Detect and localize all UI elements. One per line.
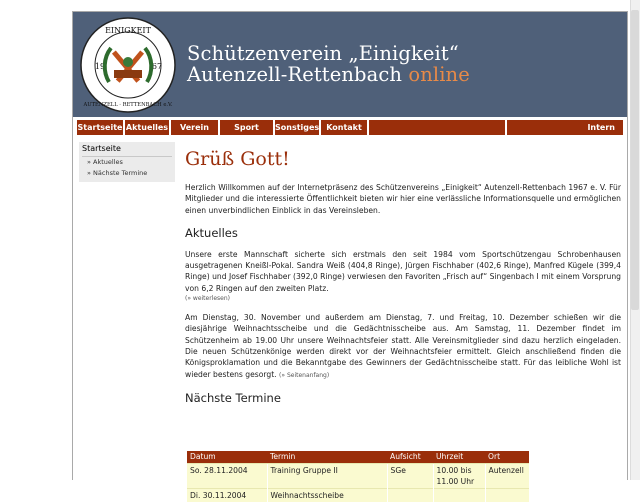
site-title bbox=[187, 43, 470, 85]
site-header bbox=[73, 12, 627, 117]
seitenanfang-link[interactable]: (» Seitenanfang) bbox=[279, 371, 330, 379]
table-row bbox=[187, 463, 529, 488]
sidebar-item-termine[interactable]: » Nächste Termine bbox=[87, 169, 148, 177]
club-logo[interactable] bbox=[79, 16, 177, 114]
news-item-1 bbox=[185, 249, 621, 294]
scrollbar-thumb[interactable] bbox=[631, 10, 639, 310]
news-item-2-text: Am Dienstag, 30. November und außerdem am Dienstag, 7. und Freitag, 10. Dezember schießen wir die diesjährige Weihnachtsscheibe und die Gedächtnisscheibe aus. Am Samstag, 11. Dezember findet im Schützenheim ab 19.00 Uhr unsere Weihnachtsfeier statt. Alle Vereinsmitglieder sind dazu herzlich eingeladen. Die neuen Schützenkönige werden direkt vor der Weihnachtsfeier ermittelt. Gleich anschließend finden die Königsproklamation und die Bekanntgabe des Gewinners der Gedächtnisscheibe statt. Für das leibliche Wohl ist wieder bestens gesorgt. bbox=[185, 313, 621, 379]
news-item-1-text: Unsere erste Mannschaft sicherte sich erstmals den seit 1984 vom Sportschützengau Schrobenhausen ausgetragenen Kneißl-Pokal. Sandra Weiß (404,8 Ringe), Jürgen Fischhaber (402,6 Ringe), Manfred Kügele (399,4 Ringe) und Josef Fischhaber (392,0 Ringe) verwiesen den Favoriten „Frisch auf“ Singenbach I mit einem Vorsprung von 6,2 Ringen auf den zweiten Platz. bbox=[185, 249, 621, 293]
table-header-row bbox=[187, 451, 529, 463]
nav-sonstiges[interactable]: Sonstiges bbox=[275, 120, 319, 135]
cell-ort: Autenzell bbox=[485, 463, 529, 488]
cell-datum: Di. 30.11.2004 bbox=[187, 488, 267, 502]
logo-year-right: 67 bbox=[151, 62, 163, 71]
main-content bbox=[185, 142, 621, 500]
nav-spacer bbox=[369, 120, 505, 135]
logo-top-text: EINIGKEIT bbox=[105, 26, 151, 35]
nav-startseite[interactable]: Startseite bbox=[77, 120, 123, 135]
sidebar bbox=[79, 142, 175, 182]
col-uhrzeit: Uhrzeit bbox=[433, 451, 485, 463]
nav-verein[interactable]: Verein bbox=[171, 120, 218, 135]
nav-intern-label[interactable]: Intern bbox=[587, 123, 615, 132]
sidebar-divider bbox=[82, 156, 172, 157]
col-datum: Datum bbox=[187, 451, 267, 463]
site-title-line2: Autenzell-Rettenbach bbox=[187, 63, 403, 86]
nav-sport[interactable]: Sport bbox=[220, 120, 273, 135]
aktuelles-heading: Aktuelles bbox=[185, 225, 238, 240]
main-nav bbox=[73, 118, 627, 135]
termine-heading: Nächste Termine bbox=[185, 390, 281, 405]
cell-termin: Training Gruppe II bbox=[267, 463, 387, 488]
sidebar-item-aktuelles[interactable]: » Aktuelles bbox=[87, 158, 123, 166]
page-title: Grüß Gott! bbox=[185, 148, 290, 170]
scrollbar[interactable] bbox=[630, 0, 640, 480]
col-termin: Termin bbox=[267, 451, 387, 463]
weiterlesen-link[interactable]: (» weiterlesen) bbox=[185, 295, 231, 303]
termine-table bbox=[187, 451, 529, 502]
site-title-online: online bbox=[408, 63, 470, 86]
page-frame bbox=[72, 11, 628, 500]
nav-intern bbox=[507, 120, 623, 135]
logo-bottom-text: AUTENZELL · RETTENBACH e.V. bbox=[83, 102, 173, 108]
cell-datum: So. 28.11.2004 bbox=[187, 463, 267, 488]
col-aufsicht: Aufsicht bbox=[387, 451, 433, 463]
intro-text: Herzlich Willkommen auf der Internetpräsenz des Schützenvereins „Einigkeit“ Autenzell-Rettenbach 1967 e. V. Für Mitglieder und die interessierte Öffentlichkeit bieten wir hier eine verlässliche Informationsquelle und ermöglichen einen unverbindlichen Einblick in das Vereinsleben. bbox=[185, 183, 621, 215]
cell-aufsicht bbox=[387, 488, 433, 502]
cell-uhrzeit: 10.00 bis 11.00 Uhr bbox=[433, 463, 485, 488]
nav-kontakt[interactable]: Kontakt bbox=[321, 120, 367, 135]
cell-uhrzeit bbox=[433, 488, 485, 502]
news-item-2 bbox=[185, 312, 621, 381]
cell-aufsicht: SGe bbox=[387, 463, 433, 488]
cell-ort bbox=[485, 488, 529, 502]
nav-aktuelles[interactable]: Aktuelles bbox=[125, 120, 169, 135]
sidebar-item-startseite[interactable]: Startseite bbox=[82, 144, 121, 153]
cell-termin: Weihnachtsscheibe bbox=[267, 488, 387, 502]
logo-year-left: 19 bbox=[94, 62, 106, 71]
col-ort: Ort bbox=[485, 451, 529, 463]
site-title-line1: Schützenverein „Einigkeit“ bbox=[187, 42, 459, 65]
table-row bbox=[187, 488, 529, 502]
